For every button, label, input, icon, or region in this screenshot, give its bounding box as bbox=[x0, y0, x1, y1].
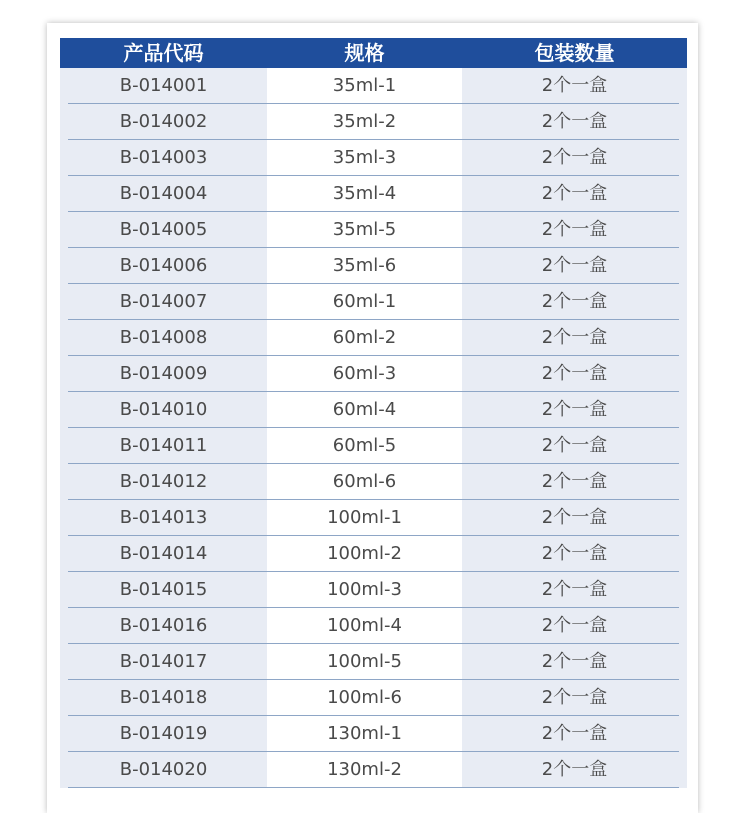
table-row bbox=[60, 68, 687, 104]
cell-product-code: B-014010 bbox=[60, 392, 267, 428]
cell-package-quantity: 2个一盒 bbox=[462, 320, 687, 356]
cell-product-code: B-014008 bbox=[60, 320, 267, 356]
cell-package-quantity: 2个一盒 bbox=[462, 608, 687, 644]
table-header-row bbox=[60, 38, 687, 68]
cell-specification: 35ml-6 bbox=[267, 248, 462, 284]
cell-product-code: B-014006 bbox=[60, 248, 267, 284]
cell-specification: 100ml-5 bbox=[267, 644, 462, 680]
cell-specification: 100ml-1 bbox=[267, 500, 462, 536]
cell-package-quantity: 2个一盒 bbox=[462, 104, 687, 140]
cell-package-quantity: 2个一盒 bbox=[462, 248, 687, 284]
cell-package-quantity: 2个一盒 bbox=[462, 572, 687, 608]
cell-product-code: B-014020 bbox=[60, 752, 267, 788]
cell-product-code: B-014013 bbox=[60, 500, 267, 536]
cell-product-code: B-014007 bbox=[60, 284, 267, 320]
cell-package-quantity: 2个一盒 bbox=[462, 716, 687, 752]
cell-product-code: B-014005 bbox=[60, 212, 267, 248]
cell-specification: 35ml-3 bbox=[267, 140, 462, 176]
cell-specification: 130ml-2 bbox=[267, 752, 462, 788]
cell-package-quantity: 2个一盒 bbox=[462, 284, 687, 320]
table-row bbox=[60, 248, 687, 284]
cell-package-quantity: 2个一盒 bbox=[462, 644, 687, 680]
cell-specification: 100ml-4 bbox=[267, 608, 462, 644]
cell-specification: 60ml-6 bbox=[267, 464, 462, 500]
cell-specification: 60ml-5 bbox=[267, 428, 462, 464]
cell-specification: 100ml-2 bbox=[267, 536, 462, 572]
cell-package-quantity: 2个一盒 bbox=[462, 176, 687, 212]
cell-specification: 60ml-3 bbox=[267, 356, 462, 392]
table-row bbox=[60, 140, 687, 176]
table-row bbox=[60, 536, 687, 572]
cell-product-code: B-014004 bbox=[60, 176, 267, 212]
cell-product-code: B-014015 bbox=[60, 572, 267, 608]
table-row bbox=[60, 212, 687, 248]
cell-specification: 60ml-4 bbox=[267, 392, 462, 428]
cell-package-quantity: 2个一盒 bbox=[462, 536, 687, 572]
table-row bbox=[60, 608, 687, 644]
cell-product-code: B-014011 bbox=[60, 428, 267, 464]
cell-package-quantity: 2个一盒 bbox=[462, 212, 687, 248]
cell-specification: 35ml-4 bbox=[267, 176, 462, 212]
cell-product-code: B-014014 bbox=[60, 536, 267, 572]
table-row bbox=[60, 680, 687, 716]
table-row bbox=[60, 392, 687, 428]
cell-package-quantity: 2个一盒 bbox=[462, 68, 687, 104]
cell-specification: 100ml-6 bbox=[267, 680, 462, 716]
cell-product-code: B-014016 bbox=[60, 608, 267, 644]
cell-package-quantity: 2个一盒 bbox=[462, 464, 687, 500]
cell-package-quantity: 2个一盒 bbox=[462, 500, 687, 536]
table-row bbox=[60, 644, 687, 680]
cell-product-code: B-014017 bbox=[60, 644, 267, 680]
cell-specification: 130ml-1 bbox=[267, 716, 462, 752]
cell-package-quantity: 2个一盒 bbox=[462, 356, 687, 392]
header-package-quantity: 包装数量 bbox=[534, 41, 615, 65]
header-specification: 规格 bbox=[344, 41, 385, 65]
header-product-code: 产品代码 bbox=[123, 41, 204, 65]
cell-product-code: B-014019 bbox=[60, 716, 267, 752]
table-row bbox=[60, 428, 687, 464]
table-row bbox=[60, 500, 687, 536]
table-row bbox=[60, 176, 687, 212]
cell-product-code: B-014018 bbox=[60, 680, 267, 716]
cell-specification: 35ml-5 bbox=[267, 212, 462, 248]
cell-specification: 100ml-3 bbox=[267, 572, 462, 608]
cell-specification: 35ml-2 bbox=[267, 104, 462, 140]
cell-package-quantity: 2个一盒 bbox=[462, 752, 687, 788]
table-row bbox=[60, 752, 687, 788]
cell-product-code: B-014012 bbox=[60, 464, 267, 500]
table-row bbox=[60, 356, 687, 392]
cell-specification: 35ml-1 bbox=[267, 68, 462, 104]
cell-specification: 60ml-1 bbox=[267, 284, 462, 320]
cell-specification: 60ml-2 bbox=[267, 320, 462, 356]
product-spec-card bbox=[47, 23, 698, 813]
cell-package-quantity: 2个一盒 bbox=[462, 140, 687, 176]
table-row bbox=[60, 716, 687, 752]
table-row bbox=[60, 464, 687, 500]
cell-package-quantity: 2个一盒 bbox=[462, 428, 687, 464]
table-row bbox=[60, 104, 687, 140]
cell-product-code: B-014009 bbox=[60, 356, 267, 392]
cell-product-code: B-014001 bbox=[60, 68, 267, 104]
product-spec-table bbox=[60, 38, 687, 788]
table-body bbox=[60, 68, 687, 788]
cell-product-code: B-014003 bbox=[60, 140, 267, 176]
table-row bbox=[60, 572, 687, 608]
table-row bbox=[60, 320, 687, 356]
cell-product-code: B-014002 bbox=[60, 104, 267, 140]
cell-package-quantity: 2个一盒 bbox=[462, 392, 687, 428]
cell-package-quantity: 2个一盒 bbox=[462, 680, 687, 716]
table-row bbox=[60, 284, 687, 320]
